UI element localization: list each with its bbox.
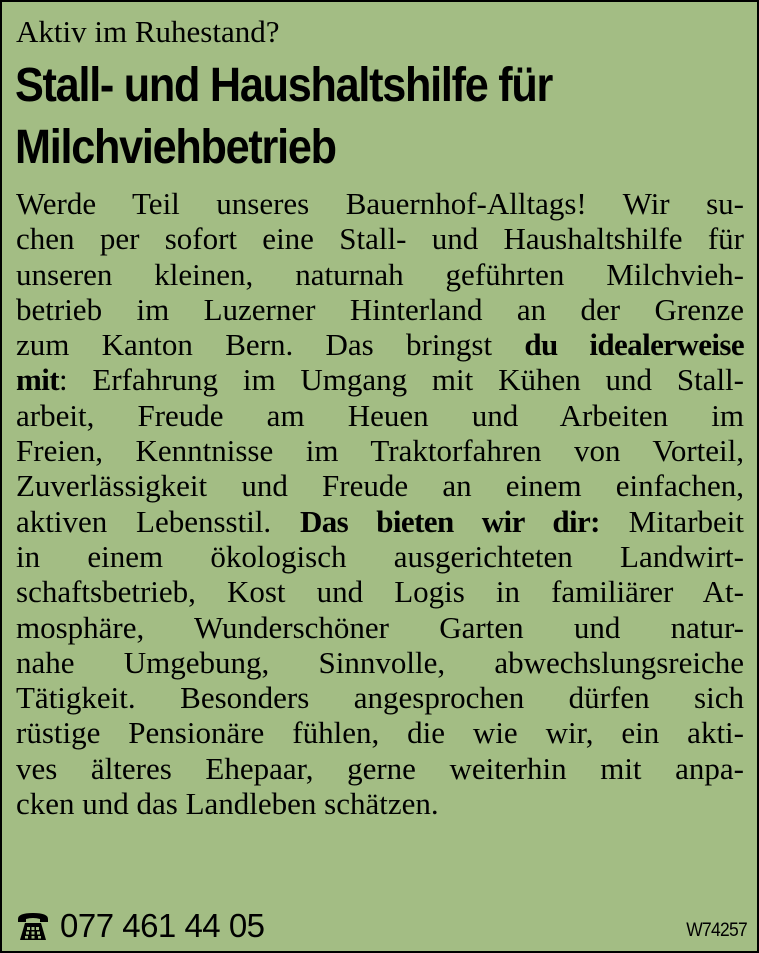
body-line-4: betrieb im Luzerner Hinterland an der Grenze [16,291,744,327]
headline-line-1: Stall- und Haushaltshilfe für [15,59,553,112]
body-line-7: arbeit, Freude am Heuen und Arbeiten im [16,397,744,433]
body-line-6-bold: mit [16,362,59,398]
body-line-12: schaftsbetrieb, Kost und Logis in familiärer At- [16,574,744,610]
body-line-2: chen per sofort eine Stall- und Haushaltshilfe für [16,221,744,257]
phone-number: 077 461 44 05 [60,907,265,944]
body-line-6 [16,362,744,397]
body-line-1: Werde Teil unseres Bauernhof-Alltags! Wir su- [16,186,744,221]
body-line-17: ves älteres Ehepaar, gerne weiterhin mit anpa- [16,750,744,786]
reference-code: W74257 [686,920,747,941]
body-line-10-tail: Mitarbeit [599,503,744,539]
body-line-9: Zuverlässigkeit und Freude an einem einfachen, [16,468,744,504]
ad-kicker: Aktiv im Ruhestand? [16,14,280,49]
body-line-5-text: zum Kanton Bern. Das bringst [16,327,525,363]
body-line-15: Tätigkeit. Besonders angesprochen dürfen sich [16,680,744,716]
body-line-10-text: aktiven Lebensstil. [16,503,300,539]
body-line-8: Freien, Kenntnisse im Traktorfahren von Vorteil, [16,433,744,469]
ad-body-text [16,186,744,821]
body-line-5 [16,327,744,362]
body-line-14: nahe Umgebung, Sinnvolle, abwechslungsreiche [16,644,744,680]
body-line-13: mosphäre, Wunderschöner Garten und natur- [16,609,744,645]
body-line-5-bold: du idealerweise [524,327,745,363]
contact-footer [16,906,265,946]
body-line-10-bold: Das bieten wir dir: [299,503,600,539]
body-line-16: rüstige Pensionäre fühlen, die wie wir, ein akti- [16,715,744,751]
body-line-6-text: : Erfahrung im Umgang mit Kühen und Stall- [58,362,744,398]
telephone-icon [16,910,50,942]
body-line-10 [16,504,744,539]
headline-line-2: Milchviehbetrieb [15,121,336,174]
body-line-11: in einem ökologisch ausgerichteten Landwirt- [16,538,744,574]
ad-headline [15,55,552,179]
body-line-18: cken und das Landleben schätzen. [16,786,439,822]
body-line-3: unseren kleinen, naturnah geführten Milchvieh- [16,256,744,292]
